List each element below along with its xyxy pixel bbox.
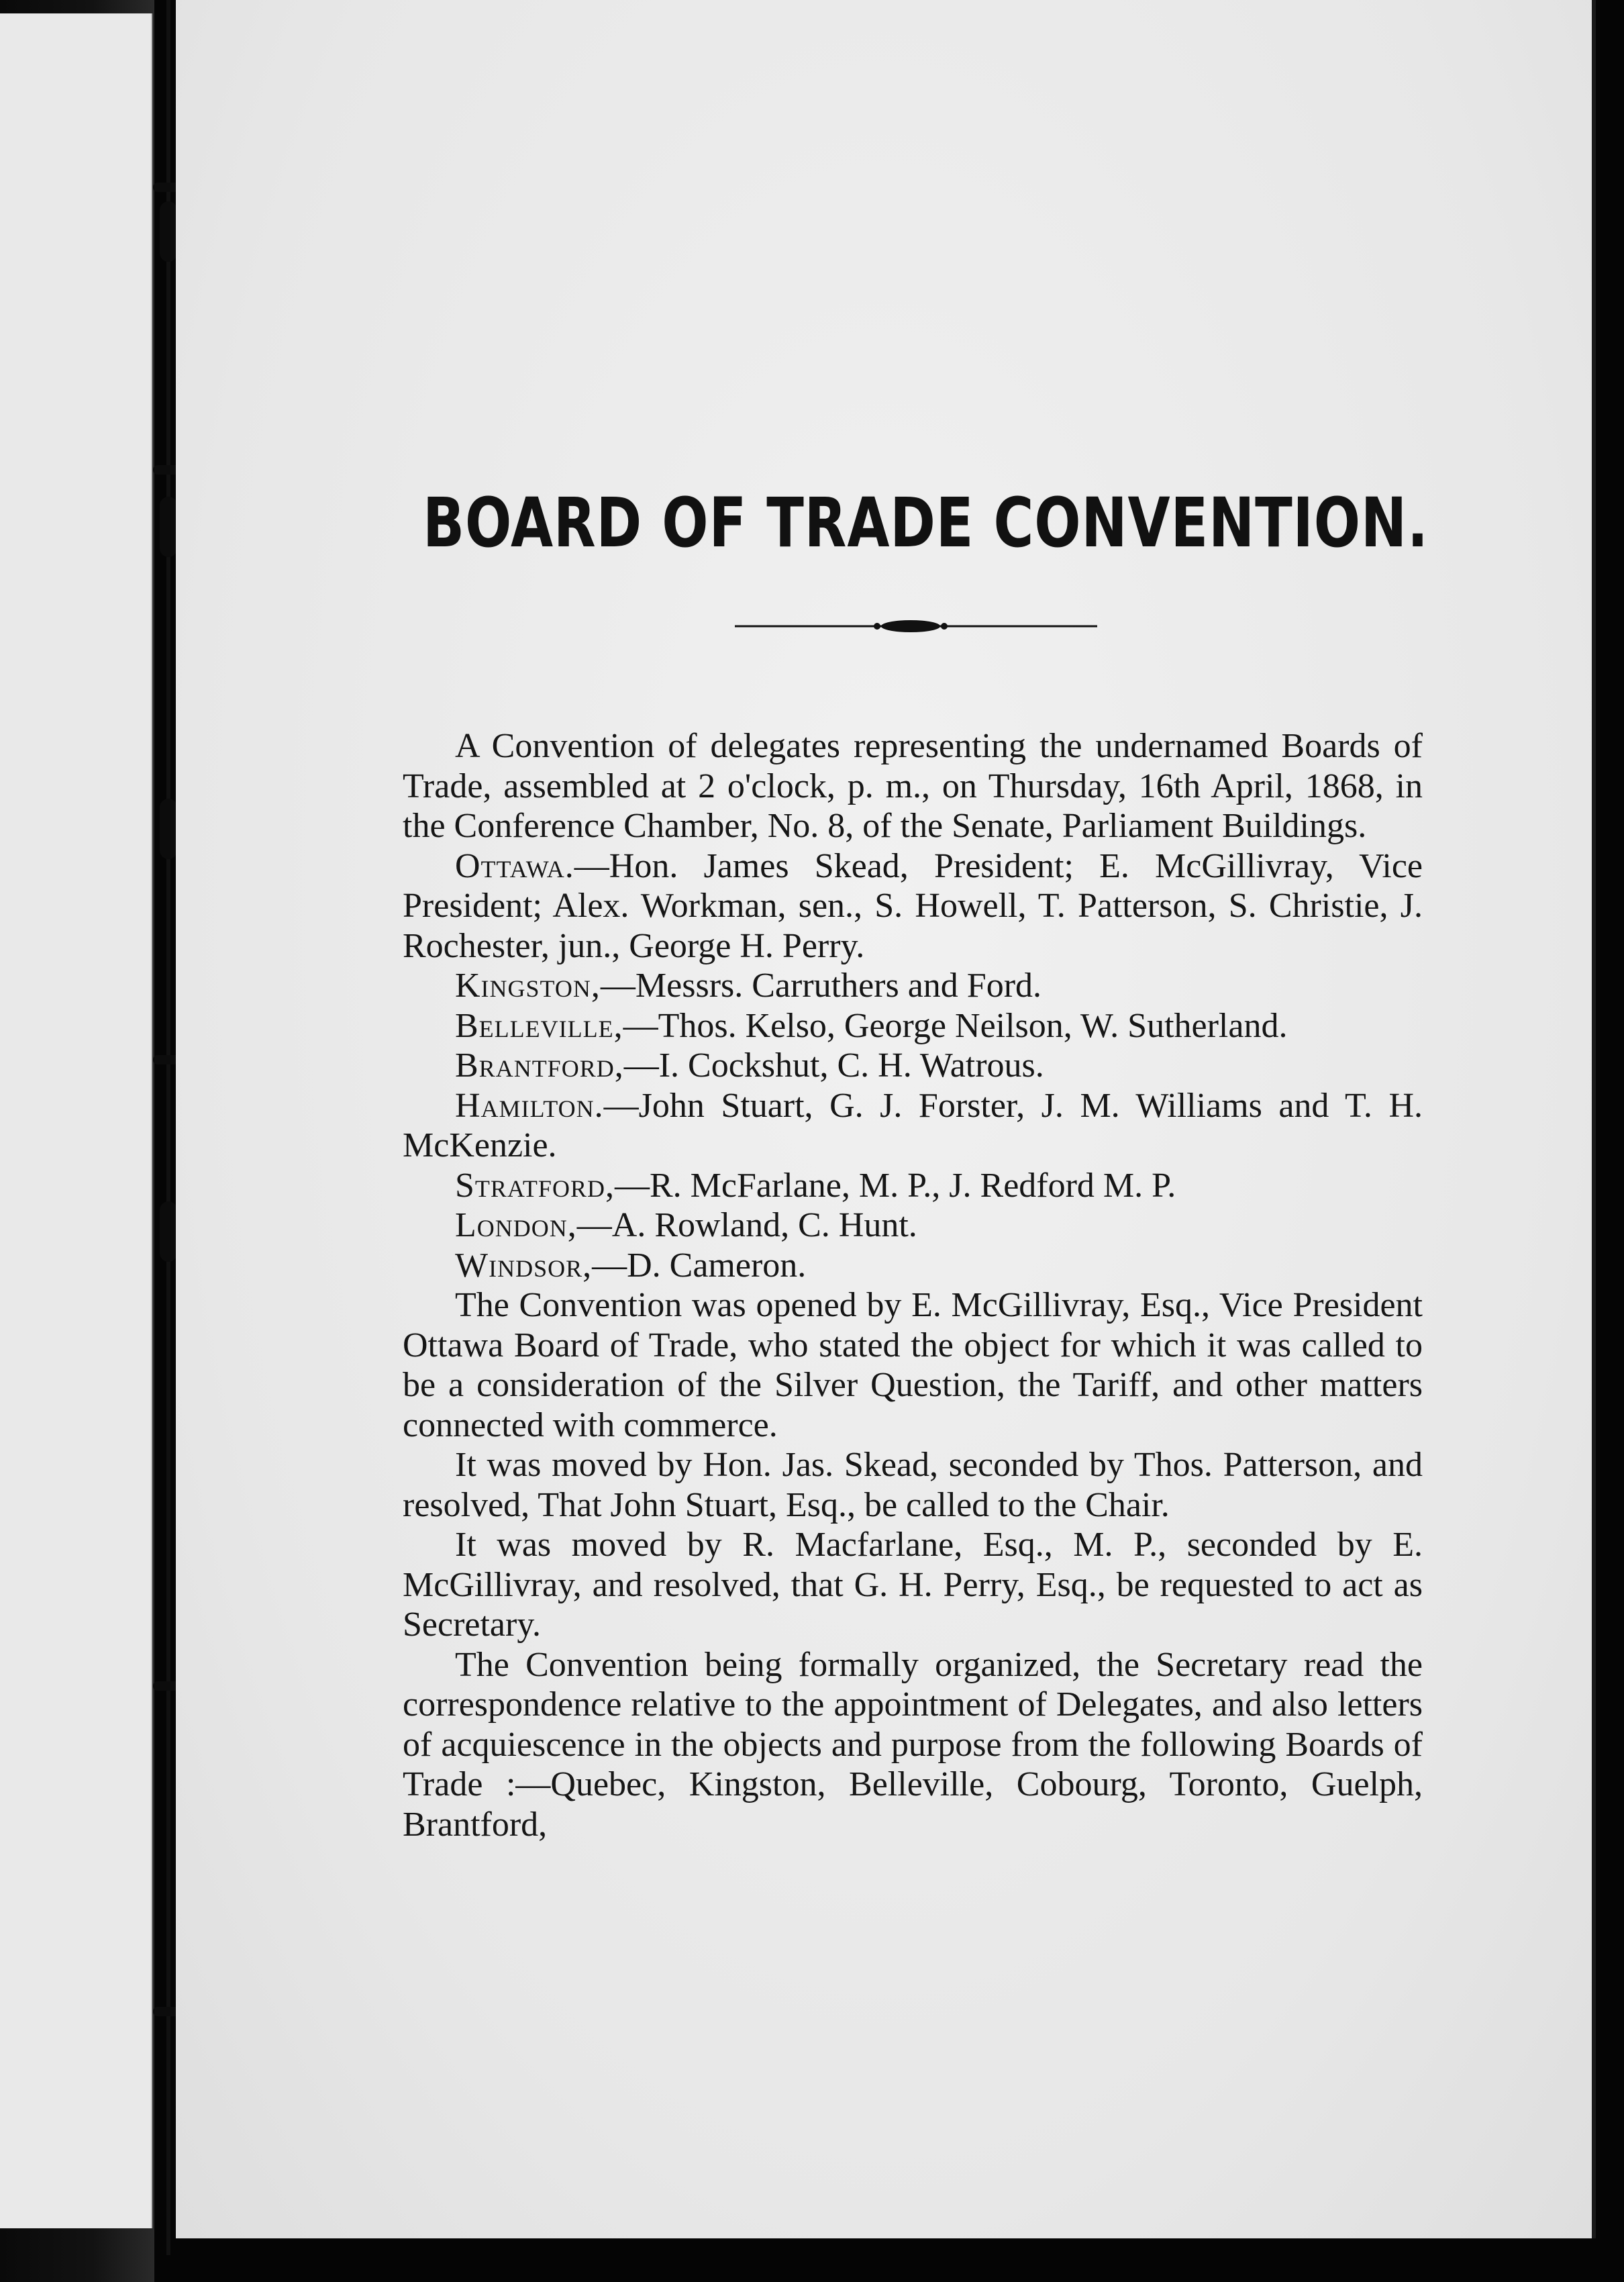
body-paragraph	[403, 1006, 1423, 1046]
body-paragraph	[403, 1525, 1423, 1645]
city-heading: Stratford,	[455, 1166, 615, 1205]
binding-stitch	[160, 497, 177, 557]
paragraph-text: The Convention was opened by E. McGillivray, Esq., Vice President Ottawa Board of Trade, who stated the object for which it was called to be a consideration of the Silver Question, the Tariff, and other matters connected with commerce.	[403, 1286, 1423, 1444]
city-heading: Kingston,	[455, 966, 601, 1005]
body-paragraph	[403, 966, 1423, 1006]
paragraph-text: A Convention of delegates representing the undernamed Boards of Trade, assembled at 2 o'clock, p. m., on Thursday, 16th April, 1868, in the Conference Chamber, No. 8, of the Senate, Parliament Buildings.	[403, 727, 1423, 845]
body-paragraph	[403, 1166, 1423, 1206]
city-heading: Belleville,	[455, 1006, 623, 1045]
paragraph-text: —A. Rowland, C. Hunt.	[576, 1206, 917, 1244]
city-heading: London,	[455, 1206, 577, 1244]
body-paragraph	[403, 1445, 1423, 1525]
paragraph-text: —I. Cockshut, C. H. Watrous.	[623, 1046, 1044, 1085]
paragraph-text: —Messrs. Carruthers and Ford.	[600, 966, 1042, 1005]
body-paragraph	[403, 846, 1423, 966]
body-paragraph	[403, 1046, 1423, 1086]
body-paragraph	[403, 1086, 1423, 1166]
body-paragraph	[403, 726, 1423, 846]
paragraph-text: —R. McFarlane, M. P., J. Redford M. P.	[614, 1166, 1176, 1205]
facing-page-edge	[0, 13, 152, 2228]
body-paragraph	[403, 1205, 1423, 1246]
document-title: BOARD OF TRADE CONVENTION.	[423, 483, 1429, 563]
title-ornament	[735, 616, 1097, 636]
city-heading: Hamilton.	[455, 1086, 604, 1125]
city-heading: Brantford,	[455, 1046, 624, 1085]
city-heading: Windsor,	[455, 1246, 593, 1285]
paragraph-text: —John Stuart, G. J. Forster, J. M. Williams and T. H. McKenzie.	[403, 1086, 1423, 1164]
body-paragraph	[403, 1246, 1423, 1286]
document-body	[403, 726, 1423, 1844]
body-paragraph	[403, 1285, 1423, 1445]
body-paragraph	[403, 1645, 1423, 1845]
paragraph-text: —Hon. James Skead, President; E. McGillivray, Vice President; Alex. Workman, sen., S. Howell, T. Patterson, S. Christie, J. Rochester, jun., George H. Perry.	[403, 846, 1423, 965]
paragraph-text: The Convention being formally organized, the Secretary read the correspondence relative to the appointment of Delegates, and also letters of acquiescence in the objects and purpose from the following Boards of Trade :—Quebec, Kingston, Belleville, Cobourg, Toronto, Guelph, Brantford,	[403, 1645, 1423, 1844]
paragraph-text: It was moved by Hon. Jas. Skead, seconded by Thos. Patterson, and resolved, That John Stuart, Esq., be called to the Chair.	[403, 1446, 1423, 1524]
paragraph-text: —Thos. Kelso, George Neilson, W. Sutherland.	[623, 1006, 1288, 1045]
binding-stitch	[160, 799, 177, 859]
city-heading: Ottawa.	[455, 846, 574, 885]
binding-stitch	[160, 201, 177, 262]
binding-thread	[166, 0, 170, 2255]
binding-stitch	[160, 1201, 177, 1262]
paragraph-text: —D. Cameron.	[592, 1246, 807, 1285]
paragraph-text: It was moved by R. Macfarlane, Esq., M. P., seconded by E. McGillivray, and resolved, that G. H. Perry, Esq., be requested to act as Secretary.	[403, 1526, 1423, 1644]
